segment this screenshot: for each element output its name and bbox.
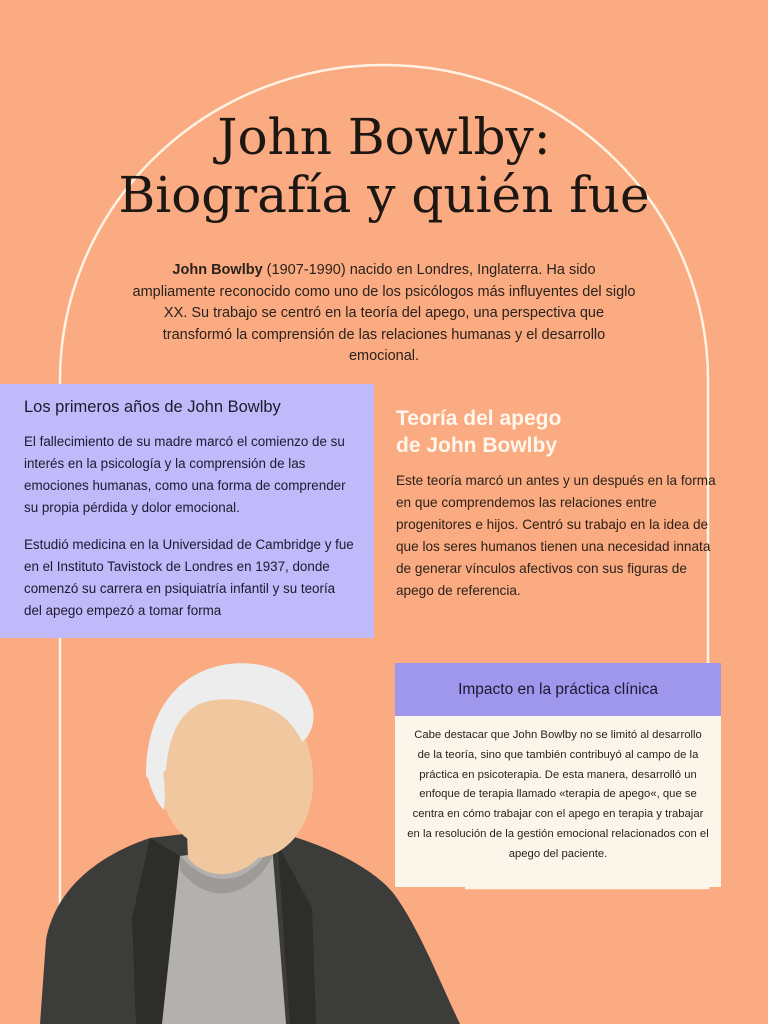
- title-line-1: John Bowlby:: [217, 108, 551, 166]
- early-years-paragraph-1: El fallecimiento de su madre marcó el comienzo de su interés en la psicología y la comprensión de las emociones humanas, como una forma de comprender su propia pérdida y dolor emocional.: [24, 434, 346, 515]
- early-years-heading: Los primeros años de John Bowlby: [24, 398, 281, 416]
- early-years-paragraph-2: Estudió medicina en la Universidad de Cambridge y fue en el Instituto Tavistock de Londres en 1937, donde comenzó su carrera en psiquiatría infantil y su teoría del apego empezó a tomar forma: [24, 537, 354, 618]
- intro-text: (1907-1990) nacido en Londres, Inglaterra. Ha sido ampliamente reconocido como uno de los psicólogos más influyentes del siglo XX. Su trabajo se centró en la teoría del apego, una perspectiva que transformó la comprensión de las relaciones humanas y el desarrollo emocional.: [132, 262, 636, 364]
- attachment-theory-text: Este teoría marcó un antes y un después en la forma en que comprendemos las relaciones entre progenitores e hijos. Centró su trabajo en la idea de que los seres humanos tienen una necesidad innata de generar vínculos afectivos con sus figuras de apego de referencia.: [396, 473, 716, 598]
- intro-name: John Bowlby: [172, 262, 263, 278]
- page-title: [0, 108, 768, 224]
- clinical-impact-text: Cabe destacar que John Bowlby no se limitó al desarrollo de la teoría, sino que también contribuyó al campo de la práctica en psicoterapia. De esta manera, desarrolló un enfoque de terapia llamado «terapia de apego«, que se centra en cómo trabajar con el apego en terapia y trabajar en la resolución de la gestión emocional relacionados con el apego del paciente.: [407, 729, 709, 860]
- title-line-2: Biografía y quién fue: [118, 166, 650, 224]
- portrait-illustration-icon: [40, 658, 470, 1024]
- attachment-theory-heading-line-2: de John Bowlby: [396, 434, 558, 457]
- attachment-theory-heading-line-1: Teoría del apego: [396, 407, 562, 430]
- early-years-box: [0, 384, 374, 638]
- intro-paragraph: [132, 260, 636, 368]
- clinical-impact-heading: Impacto en la práctica clínica: [458, 680, 658, 698]
- attachment-theory-heading: [396, 405, 726, 459]
